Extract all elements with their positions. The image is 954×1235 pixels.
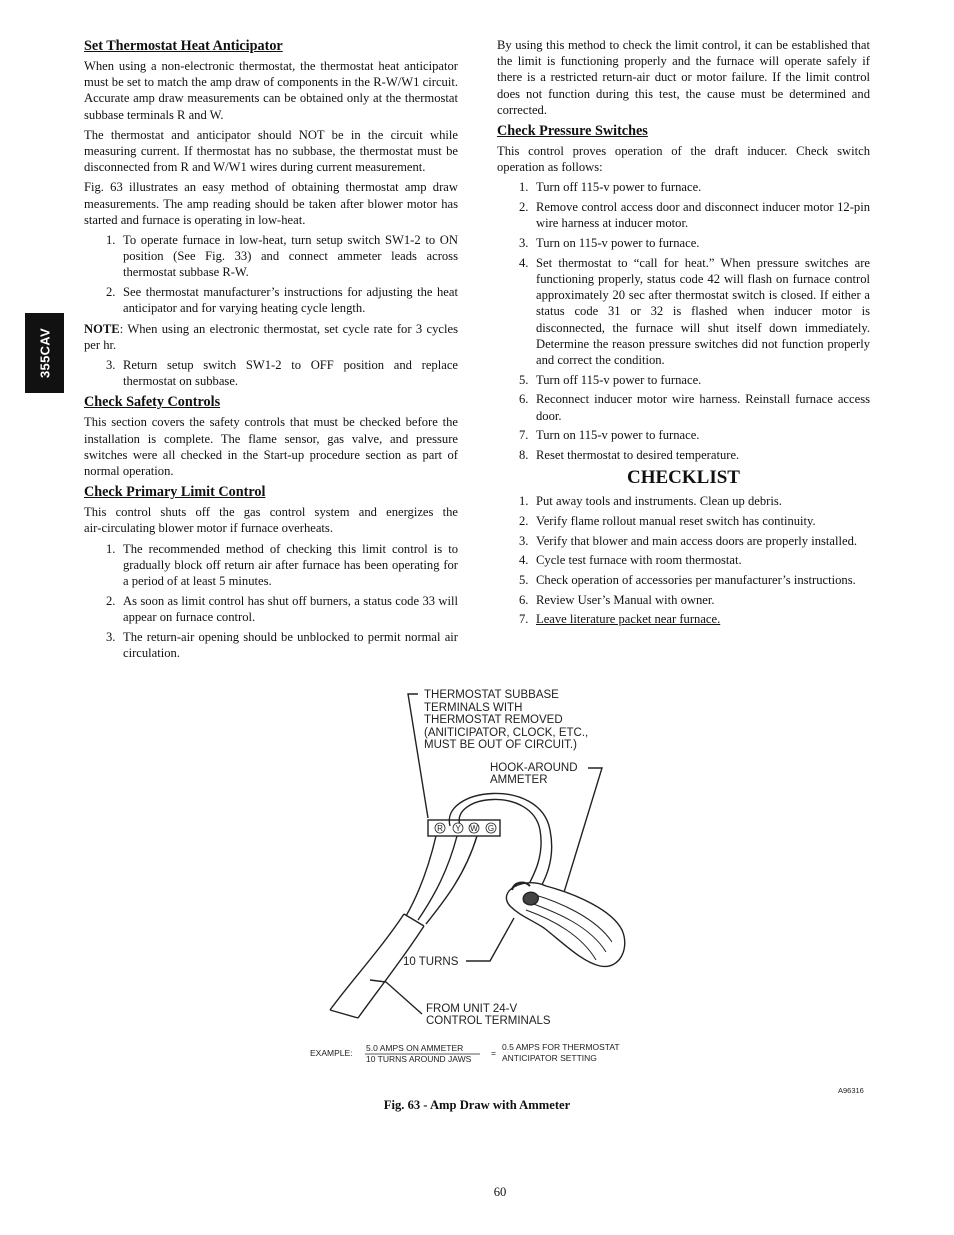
list-number: 5. (519, 572, 529, 587)
right-column (497, 37, 870, 632)
left-column (84, 37, 458, 665)
list-number: 2. (106, 285, 116, 300)
example-denominator: 10 TURNS AROUND JAWS (366, 1054, 472, 1064)
list-item (84, 357, 458, 389)
note (84, 321, 458, 353)
paragraph: This control shuts off the gas control system and energizes the air‑circulating blower motor if furnace overheats. (84, 505, 458, 536)
list-text: Cycle test furnace with room thermostat. (536, 553, 742, 568)
example-numerator: 5.0 AMPS ON AMMETER (366, 1043, 464, 1053)
list-text: Review User’s Manual with owner. (536, 592, 715, 607)
anticipator-steps-cont (84, 357, 458, 389)
list-number: 7. (519, 428, 529, 443)
list-number: 1. (519, 180, 529, 195)
list-text: Turn off 115‑v power to furnace. (536, 180, 702, 195)
list-number: 8. (519, 447, 529, 462)
list-text: Reset thermostat to desired temperature. (536, 447, 740, 462)
checklist (497, 493, 870, 627)
list-number: 3. (106, 357, 116, 372)
limit-steps (84, 541, 458, 661)
figure-code: A96316 (838, 1086, 864, 1095)
list-text: Check operation of accessories per manufacturer’s instructions. (536, 572, 856, 587)
list-item (497, 391, 870, 423)
list-number: 3. (519, 533, 529, 548)
paragraph: This control proves operation of the draft inducer. Check switch operation as follows: (497, 144, 870, 175)
list-text: Verify that blower and main access doors are properly installed. (536, 533, 858, 548)
list-item (497, 255, 870, 368)
figure-amp-draw (300, 680, 880, 1120)
example-result-line: ANTICIPATOR SETTING (502, 1053, 597, 1063)
list-item (84, 629, 458, 661)
checklist-item (497, 572, 870, 588)
list-text: Turn off 115‑v power to furnace. (536, 372, 702, 387)
note-label: NOTE (84, 321, 120, 336)
subbase-label-line: MUST BE OUT OF CIRCUIT.) (424, 739, 577, 751)
list-item (497, 199, 870, 231)
list-number: 5. (519, 372, 529, 387)
paragraph: By using this method to check the limit control, it can be established that the limit is functioning properly and the furnace will operate safely if there is a restricted return‑air duct or motor failure. If the limit control does not function during this test, the cause must be determined and corrected. (497, 38, 870, 117)
list-item (84, 541, 458, 590)
list-item (497, 427, 870, 443)
list-text: The return‑air opening should be unblocked to permit normal air circulation. (123, 629, 458, 660)
page-number: 60 (493, 1185, 507, 1199)
checklist-item (497, 592, 870, 608)
list-number: 6. (519, 392, 529, 407)
list-text: Reconnect inducer motor wire harness. Reinstall furnace access door. (536, 392, 870, 423)
list-text: Verify flame rollout manual reset switch has continuity. (536, 513, 816, 528)
paragraph: The thermostat and anticipator should NOT be in the circuit while measuring current. If thermostat has no subbase, the thermostat must be disconnected from R and W/W1 wires during current measurement. (84, 127, 458, 175)
list-text: Turn on 115‑v power to furnace. (536, 428, 700, 443)
list-text: See thermostat manufacturer’s instructions for adjusting the heat anticipator and for varying heating cycle length. (123, 285, 458, 316)
list-item (497, 179, 870, 195)
terminal-label-r: R (437, 824, 443, 833)
figure-caption: Fig. 63 ‑ Amp Draw with Ammeter (383, 1098, 571, 1112)
list-number: 7. (519, 612, 529, 627)
heading-safety-controls: Check Safety Controls (84, 394, 221, 411)
example-label: EXAMPLE: (310, 1048, 353, 1058)
list-number: 1. (519, 494, 529, 509)
turns-label: 10 TURNS (403, 956, 459, 968)
list-number: 4. (519, 255, 529, 270)
list-text: Put away tools and instruments. Clean up debris. (536, 494, 782, 509)
list-number: 6. (519, 592, 529, 607)
checklist-item (497, 552, 870, 568)
heading-pressure-switches: Check Pressure Switches (497, 123, 648, 140)
paragraph: Fig. 63 illustrates an easy method of obtaining thermostat amp draw measurements. The amp reading should be taken after blower motor has started and furnace is operating in low‑heat. (84, 180, 458, 227)
model-side-tab (25, 313, 64, 393)
list-text: Remove control access door and disconnect inducer motor 12‑pin wire harness at inducer motor. (536, 200, 870, 231)
amp-draw-diagram (300, 680, 880, 1100)
list-item (497, 372, 870, 388)
list-text: Set thermostat to “call for heat.” When pressure switches are functioning properly, status code 42 will flash on furnace control approximately 20 sec after thermostat switch is closed. If either a status code 31 or 32 is flashed when inducer motor is disconnected, the furnace will shut itself down immediately. Determine the reason pressure switches did not function properly and correct the condition. (536, 255, 870, 367)
checklist-item (497, 611, 870, 627)
list-number: 3. (106, 629, 116, 644)
subbase-label-line: THERMOSTAT REMOVED (424, 714, 563, 726)
list-number: 2. (106, 593, 116, 608)
terminal-label-w: W (470, 824, 478, 833)
list-text: Return setup switch SW1‑2 to OFF position and replace thermostat on subbase. (123, 357, 458, 389)
list-number: 1. (106, 541, 116, 556)
list-text: As soon as limit control has shut off burners, a status code 33 will appear on furnace control. (123, 593, 458, 624)
list-number: 3. (519, 236, 529, 251)
anticipator-steps (84, 232, 458, 317)
terminal-label-y: Y (455, 824, 461, 833)
cable-edge-right (358, 926, 424, 1018)
checklist-item (497, 493, 870, 509)
subbase-label-line: THERMOSTAT SUBBASE (424, 689, 559, 701)
model-side-tab-label: 355CAV (37, 328, 52, 378)
pressure-steps (497, 179, 870, 463)
list-text: To operate furnace in low‑heat, turn setup switch SW1‑2 to ON position (See Fig. 33) and connect ammeter leads across thermostat subbase R‑W. (123, 233, 458, 280)
list-number: 2. (519, 200, 529, 215)
leader-line-from-unit (370, 980, 422, 1014)
list-number: 4. (519, 553, 529, 568)
list-item (84, 593, 458, 625)
terminal-label-g: G (487, 824, 495, 833)
list-text: The recommended method of checking this limit control is to gradually block off return air after furnace has been operating for a period of at least 5 minutes. (123, 541, 458, 588)
list-item (497, 235, 870, 251)
leader-line-turns (466, 918, 514, 961)
paragraph: This section covers the safety controls that must be checked before the installation is complete. The flame sensor, gas valve, and pressure switches were all checked in the Start‑up procedure section as part of normal operation. (84, 415, 458, 478)
checklist-title: CHECKLIST (627, 467, 740, 489)
leader-line-ammeter (558, 768, 602, 912)
list-item (84, 284, 458, 316)
ammeter-label-line: AMMETER (490, 774, 548, 786)
heading-heat-anticipator: Set Thermostat Heat Anticipator (84, 38, 283, 54)
example-equals: = (491, 1048, 496, 1058)
list-item (84, 232, 458, 281)
from-unit-label-line: CONTROL TERMINALS (426, 1015, 551, 1027)
wire-r (406, 836, 436, 916)
note-text: : When using an electronic thermostat, set cycle rate for 3 cycles per hr. (84, 321, 458, 352)
list-item (497, 447, 870, 463)
cable-cut (330, 1010, 358, 1018)
checklist-item (497, 533, 870, 549)
from-unit-label-line: FROM UNIT 24-V (426, 1003, 518, 1015)
list-text: Turn on 115‑v power to furnace. (536, 236, 700, 251)
paragraph: When using a non‑electronic thermostat, the thermostat heat anticipator must be set to match the amp draw of components in the R‑W/W1 circuit. Accurate amp draw measurements can be obtained only at the thermostat subbase terminals R and W. (84, 59, 458, 122)
heading-primary-limit: Check Primary Limit Control (84, 484, 266, 501)
wire-w (426, 836, 477, 924)
subbase-label-line: (ANITICIPATOR, CLOCK, ETC., (424, 727, 589, 739)
ammeter-label-line: HOOK-AROUND (490, 762, 578, 774)
cable-edge-left (330, 914, 404, 1010)
example-result-line: 0.5 AMPS FOR THERMOSTAT (502, 1042, 620, 1052)
subbase-label-line: TERMINALS WITH (424, 702, 523, 714)
checklist-item (497, 513, 870, 529)
list-number: 1. (106, 233, 116, 248)
list-text: Leave literature packet near furnace. (536, 612, 721, 627)
ammeter-jaws (523, 892, 538, 905)
list-number: 2. (519, 513, 529, 528)
